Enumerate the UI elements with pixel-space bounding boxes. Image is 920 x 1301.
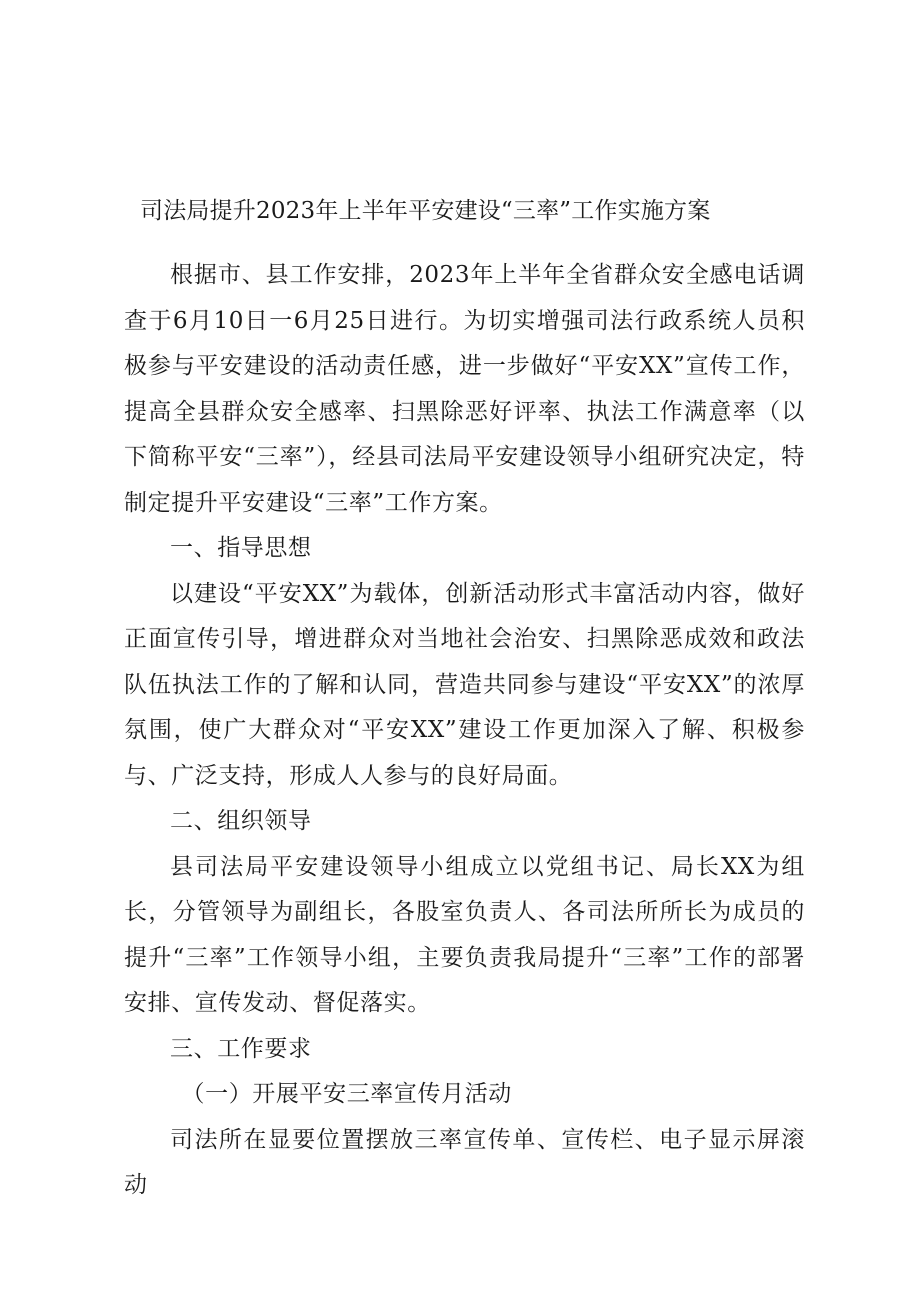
section-body-guiding-ideology: 以建设“平安XX”为载体，创新活动形式丰富活动内容，做好正面宣传引导，增进群众对当地社会治安、扫黑除恶成效和政法队伍执法工作的了解和认同，营造共同参与建设“平安XX”的浓厚氛围，使广大群众对“平安XX”建设工作更加深入了解、积极参与、广泛支持，形成人人参与的良好局面。 — [124, 580, 805, 789]
document-body — [124, 253, 805, 1209]
section-heading-guiding-ideology: 一、指导思想 — [170, 535, 312, 561]
section-body-organization: 县司法局平安建设领导小组成立以党组书记、局长XX为组长，分管领导为副组长，各股室负责人、各司法所所长为成员的提升“三率”工作领导小组，主要负责我局提升“三率”工作的部署安排、宣传发动、督促落实。 — [124, 853, 805, 1016]
section-heading-organization: 二、组织领导 — [170, 808, 312, 834]
document-title: 司法局提升2023年上半年平安建设“三率”工作实施方案 — [140, 198, 711, 224]
subsection-heading-publicity-month: （一）开展平安三率宣传月活动 — [181, 1081, 512, 1107]
section-heading-requirements: 三、工作要求 — [170, 1035, 312, 1062]
intro-paragraph: 根据市、县工作安排，2023年上半年全省群众安全感电话调查于6月10日一6月25日进行。为切实增强司法行政系统人员积极参与平安建设的活动责任感，进一步做好“平安XX”宣传工作，提高全县群众安全感率、扫黑除恶好评率、执法工作满意率（以下简称平安“三率”），经县司法局平安建设领导小组研究决定，特制定提升平安建设“三率”工作方案。 — [124, 262, 805, 516]
subsection-body-publicity-month: 司法所在显要位置摆放三率宣传单、宣传栏、电子显示屏滚动 — [124, 1126, 805, 1198]
